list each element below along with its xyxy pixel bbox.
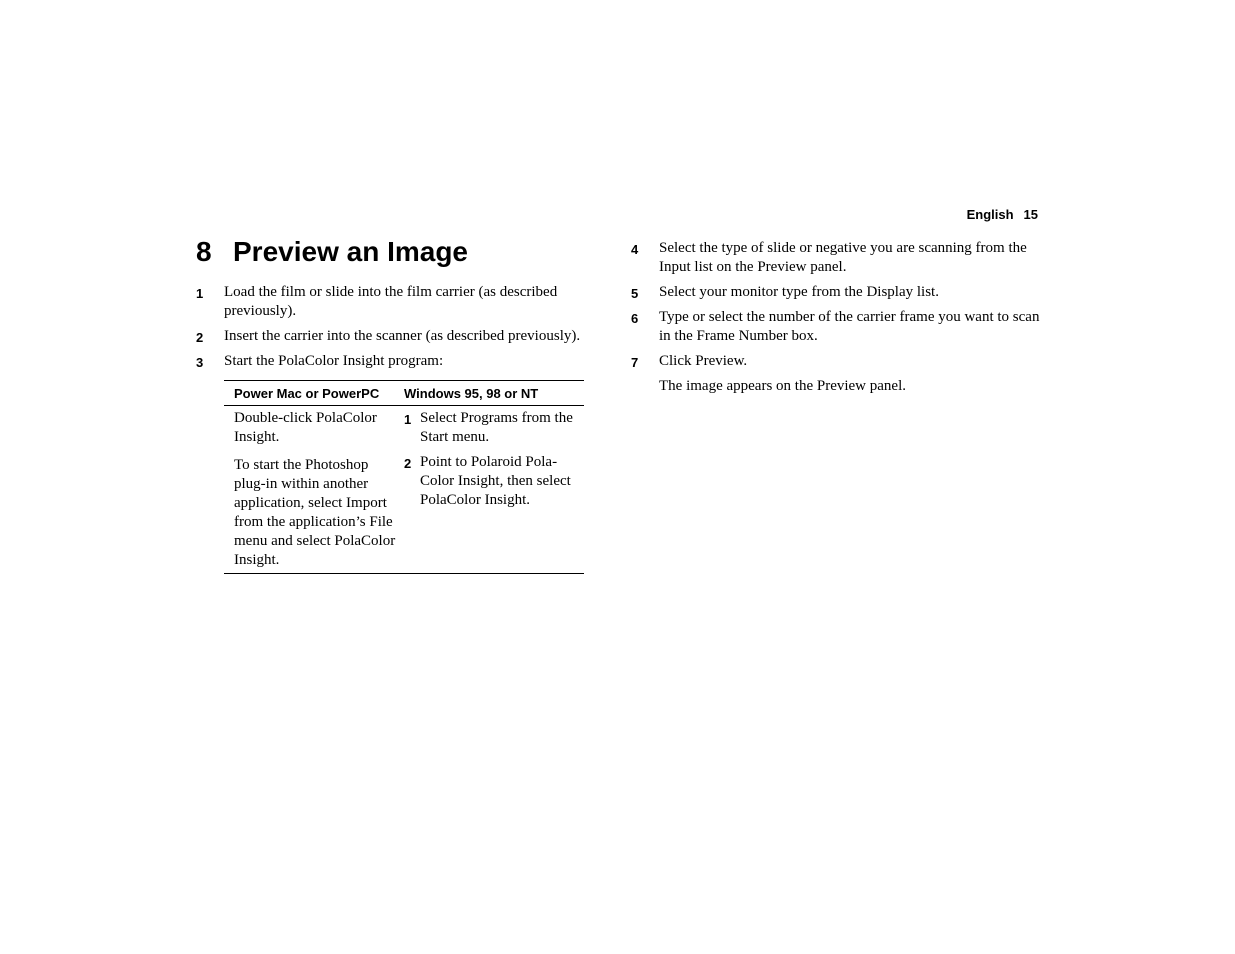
step-1: [196, 283, 596, 321]
step-number: 7: [631, 355, 639, 370]
step-4: [631, 239, 1041, 277]
step-text: Insert the carrier into the scanner (as described previously).: [224, 328, 581, 344]
step-text: Point to Polaroid Pola-Color Insight, then select PolaColor Insight.: [420, 454, 571, 508]
right-steps: [631, 239, 1041, 396]
table-header-row: [224, 381, 584, 406]
step-7: [631, 352, 1041, 371]
step-6: [631, 308, 1041, 346]
step-5: [631, 283, 1041, 302]
step-text: Select the type of slide or negative you are scanning from the Input list on the Preview panel.: [659, 240, 1027, 275]
step-number: 1: [196, 286, 204, 301]
step-2: [196, 327, 596, 346]
section-number: 8: [196, 236, 212, 267]
table-body-row: [224, 406, 584, 573]
windows-instructions-cell: [404, 409, 584, 570]
running-header: [967, 207, 1038, 222]
step-number: 2: [404, 456, 412, 471]
step-number: 4: [631, 242, 639, 257]
step-number: 6: [631, 311, 639, 326]
windows-step-1: [404, 409, 578, 447]
step-text: Select your monitor type from the Display list.: [659, 284, 939, 300]
step-3: [196, 352, 596, 371]
os-instructions-table: [224, 380, 584, 574]
page-number: 15: [1023, 207, 1038, 222]
table-header-windows: Windows 95, 98 or NT: [404, 385, 539, 401]
mac-paragraph: To start the Photoshop plug-in within another application, select Import from the application’s File menu and select PolaColor Insight.: [234, 457, 396, 568]
left-steps: [196, 283, 596, 377]
section-heading: [196, 234, 468, 270]
step-number: 1: [404, 412, 412, 427]
section-title: Preview an Image: [233, 236, 469, 267]
step-number: 3: [196, 355, 204, 370]
step-text: Click Preview.: [659, 353, 748, 369]
step-text: Load the film or slide into the film carrier (as described previously).: [224, 284, 558, 319]
step-number: 2: [196, 330, 204, 345]
mac-instructions-cell: [224, 409, 404, 570]
windows-step-2: [404, 453, 578, 510]
step-text: Select Programs from the Start menu.: [420, 410, 573, 445]
mac-paragraph: Double-click PolaColor Insight.: [234, 410, 377, 445]
table-header-mac: Power Mac or PowerPC: [234, 385, 380, 401]
header-language: English: [966, 207, 1014, 222]
step-text: Type or select the number of the carrier frame you want to scan in the Frame Number box.: [659, 309, 1040, 344]
result-note: The image appears on the Preview panel.: [659, 378, 906, 394]
step-text: Start the PolaColor Insight program:: [224, 353, 444, 369]
step-number: 5: [631, 286, 639, 301]
